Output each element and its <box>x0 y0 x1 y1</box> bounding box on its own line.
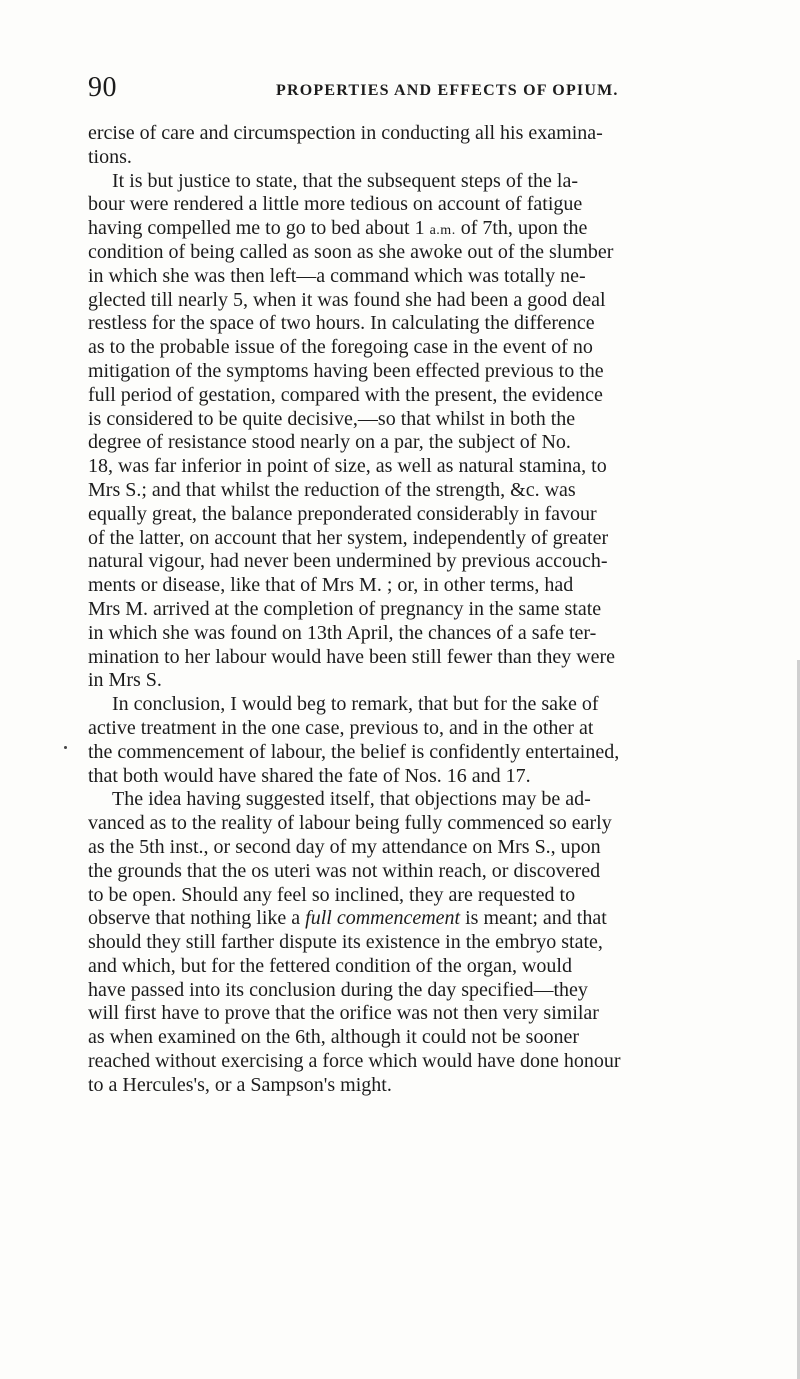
text-segment: of 7th, upon the <box>455 217 588 240</box>
ink-speck <box>64 746 67 749</box>
text-segment: is meant; and that <box>460 907 607 930</box>
text-line: vanced as to the reality of labour being fully commenced so early <box>88 812 612 835</box>
text-line: as to the probable issue of the foregoing case in the event of no <box>88 336 593 359</box>
text-line: in which she was then left—a command which was totally ne- <box>88 264 586 287</box>
text-line: Mrs S.; and that whilst the reduction of the strength, &c. was <box>88 478 576 501</box>
running-title: PROPERTIES AND EFFECTS OF OPIUM. <box>276 82 619 99</box>
text-line: ments or disease, like that of Mrs M. ; or, in other terms, had <box>88 574 574 597</box>
text-line: reached without exercising a force which would have done honour <box>88 1050 621 1073</box>
text-line: tions. <box>88 145 132 168</box>
text-line: ercise of care and circumspection in conducting all his examina- <box>88 122 603 144</box>
text-line: 18, was far inferior in point of size, as well as natural stamina, to <box>88 455 607 478</box>
text-line: in which she was found on 13th April, the chances of a safe ter- <box>88 621 597 644</box>
paragraph-start-line: It is but justice to state, that the subsequent steps of the la- <box>112 169 579 192</box>
text-line: degree of resistance stood nearly on a par, the subject of No. <box>88 431 571 454</box>
text-line: have passed into its conclusion during the day specified—they <box>88 978 588 1001</box>
text-line: glected till nearly 5, when it was found she had been a good deal <box>88 288 606 311</box>
small-caps-abbreviation: a.m. <box>429 223 456 239</box>
text-line: of the latter, on account that her system, independently of greater <box>88 526 609 549</box>
text-line: that both would have shared the fate of Nos. 16 and 17. <box>88 764 531 787</box>
text-segment: observe that nothing like a <box>88 907 306 930</box>
text-line: should they still farther dispute its existence in the embryo state, <box>88 931 603 954</box>
text-line: condition of being called as soon as she awoke out of the slumber <box>88 240 614 263</box>
text-line: restless for the space of two hours. In calculating the difference <box>88 312 595 335</box>
text-line: natural vigour, had never been undermined by previous accouch- <box>88 550 608 573</box>
text-line: to be open. Should any feel so inclined, they are requested to <box>88 883 576 906</box>
text-line: in Mrs S. <box>88 669 162 692</box>
text-line: and which, but for the fettered condition of the organ, would <box>88 954 572 977</box>
paragraph-start-line: In conclusion, I would beg to remark, that but for the sake of <box>112 693 599 716</box>
text-line: is considered to be quite decisive,—so that whilst in both the <box>88 407 576 430</box>
paragraph-start-line: The idea having suggested itself, that objections may be ad- <box>112 788 591 811</box>
text-line: mination to her labour would have been still fewer than they were <box>88 645 616 668</box>
running-head <box>88 72 728 108</box>
body-text <box>88 122 788 1098</box>
text-segment: having compelled me to go to bed about 1 <box>88 217 430 240</box>
text-line: Mrs M. arrived at the completion of pregnancy in the same state <box>88 597 602 620</box>
text-line: will first have to prove that the orifice was not then very similar <box>88 1002 599 1025</box>
page-number: 90 <box>88 72 117 103</box>
text-line: equally great, the balance preponderated considerably in favour <box>88 502 597 525</box>
italic-phrase: full commencement <box>305 907 461 930</box>
text-line: to a Hercules's, or a Sampson's might. <box>88 1073 392 1096</box>
text-line: active treatment in the one case, previous to, and in the other at <box>88 716 594 739</box>
text-line: bour were rendered a little more tedious on account of fatigue <box>88 193 583 216</box>
text-line <box>88 217 788 241</box>
text-line: the grounds that the os uteri was not within reach, or discovered <box>88 859 601 882</box>
text-line <box>88 907 788 931</box>
text-line: the commencement of labour, the belief is confidently entertained, <box>88 740 620 763</box>
text-line: as when examined on the 6th, although it could not be sooner <box>88 1026 580 1049</box>
text-line: mitigation of the symptoms having been effected previous to the <box>88 359 604 382</box>
text-line: full period of gestation, compared with the present, the evidence <box>88 383 603 406</box>
text-line: as the 5th inst., or second day of my attendance on Mrs S., upon <box>88 835 601 858</box>
